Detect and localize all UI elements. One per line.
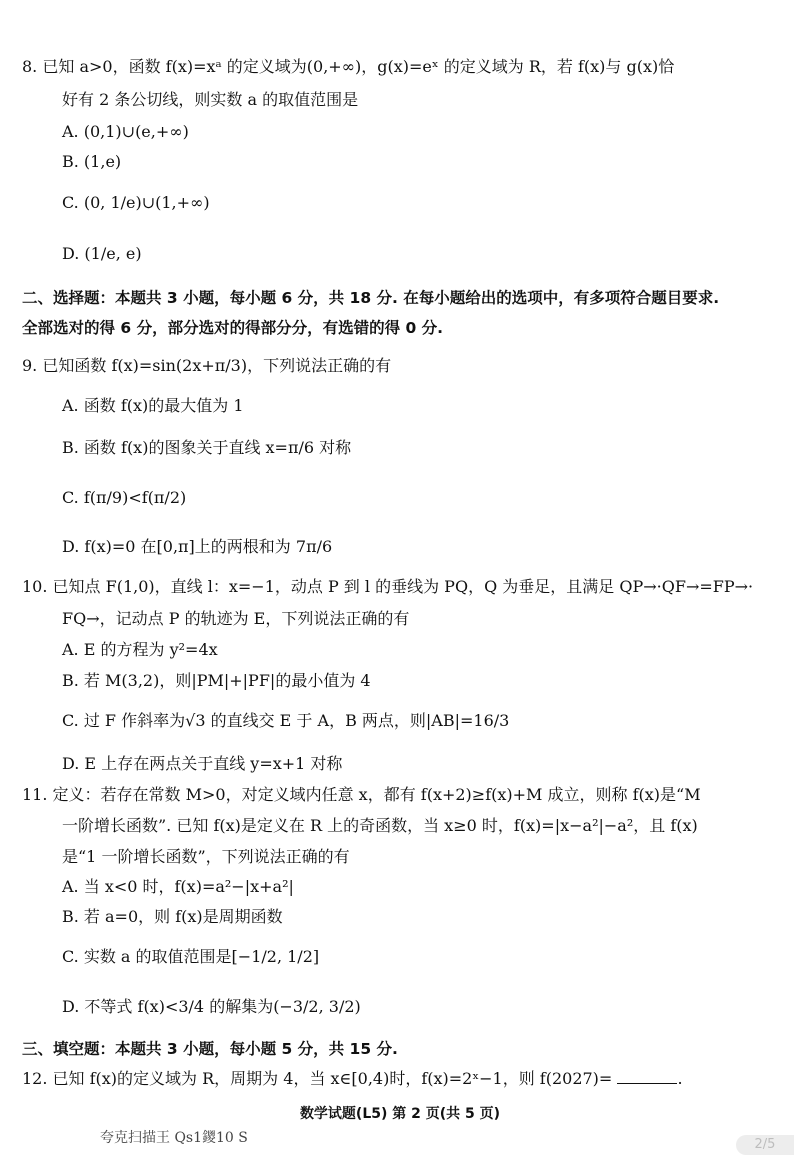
q8-option-a: A. (0,1)∪(e,+∞) bbox=[62, 122, 189, 141]
q9-option-a: A. 函数 f(x)的最大值为 1 bbox=[62, 396, 244, 415]
q11-option-b: B. 若 a=0，则 f(x)是周期函数 bbox=[62, 907, 283, 926]
scanner-watermark: 夸克扫描王 Qs1鑁10 S bbox=[100, 1130, 248, 1146]
section3-header: 三、填空题：本题共 3 小题，每小题 5 分，共 15 分. bbox=[22, 1040, 398, 1058]
page-footer: 数学试题(L5) 第 2 页(共 5 页) bbox=[299, 1106, 501, 1122]
q11-stem-line3: 是“1 一阶增长函数”，下列说法正确的有 bbox=[62, 847, 350, 866]
answer-blank[interactable] bbox=[617, 1069, 677, 1084]
q9-option-c: C. f(π/9)<f(π/2) bbox=[62, 488, 187, 507]
q8-option-d: D. (1/e, e) bbox=[62, 244, 142, 263]
q10-stem-line2: FQ→，记动点 P 的轨迹为 E，下列说法正确的有 bbox=[62, 609, 410, 628]
q10-option-a: A. E 的方程为 y²=4x bbox=[62, 640, 218, 659]
q12-end: . bbox=[677, 1069, 683, 1088]
q9-option-d: D. f(x)=0 在[0,π]上的两根和为 7π/6 bbox=[62, 537, 333, 556]
q9-option-b: B. 函数 f(x)的图象关于直线 x=π/6 对称 bbox=[62, 438, 352, 457]
q10-option-d: D. E 上存在两点关于直线 y=x+1 对称 bbox=[62, 754, 343, 773]
q10-option-b: B. 若 M(3,2)，则|PM|+|PF|的最小值为 4 bbox=[62, 671, 371, 690]
q10-option-c: C. 过 F 作斜率为√3 的直线交 E 于 A，B 两点，则|AB|=16/3 bbox=[62, 711, 510, 730]
q8-stem-line1: 8. 已知 a>0，函数 f(x)=xᵃ 的定义域为(0,+∞)，g(x)=eˣ 的定义域为 R，若 f(x)与 g(x)恰 bbox=[22, 57, 675, 76]
q8-stem-line2: 好有 2 条公切线，则实数 a 的取值范围是 bbox=[62, 90, 359, 109]
q11-stem-line2: 一阶增长函数”. 已知 f(x)是定义在 R 上的奇函数，当 x≥0 时，f(x)=|x−a²|−a²，且 f(x) bbox=[62, 816, 698, 835]
section2-header-line1: 二、选择题：本题共 3 小题，每小题 6 分，共 18 分. 在每小题给出的选项中，有多项符合题目要求. bbox=[22, 289, 720, 307]
q8-option-b: B. (1,e) bbox=[62, 152, 122, 171]
q10-stem-line1: 10. 已知点 F(1,0)，直线 l：x=−1，动点 P 到 l 的垂线为 PQ，Q 为垂足，且满足 QP→·QF→=FP→· bbox=[22, 577, 754, 596]
q11-option-a: A. 当 x<0 时，f(x)=a²−|x+a²| bbox=[62, 877, 294, 896]
q11-stem-line1: 11. 定义：若存在常数 M>0，对定义域内任意 x，都有 f(x+2)≥f(x)+M 成立，则称 f(x)是“M bbox=[22, 785, 701, 804]
q8-option-c: C. (0, 1/e)∪(1,+∞) bbox=[62, 193, 210, 212]
q12-stem: 12. 已知 f(x)的定义域为 R，周期为 4，当 x∈[0,4)时，f(x)=2ˣ−1，则 f(2027)= bbox=[22, 1069, 613, 1088]
q9-stem: 9. 已知函数 f(x)=sin(2x+π/3)，下列说法正确的有 bbox=[22, 356, 392, 375]
q11-option-d: D. 不等式 f(x)<3/4 的解集为(−3/2, 3/2) bbox=[62, 997, 361, 1016]
page-indicator-badge[interactable]: 2/5 bbox=[736, 1135, 794, 1155]
section2-header-line2: 全部选对的得 6 分，部分选对的得部分分，有选错的得 0 分. bbox=[22, 319, 444, 337]
q11-option-c: C. 实数 a 的取值范围是[−1/2, 1/2] bbox=[62, 947, 320, 966]
q12-stem-line bbox=[22, 1068, 683, 1090]
